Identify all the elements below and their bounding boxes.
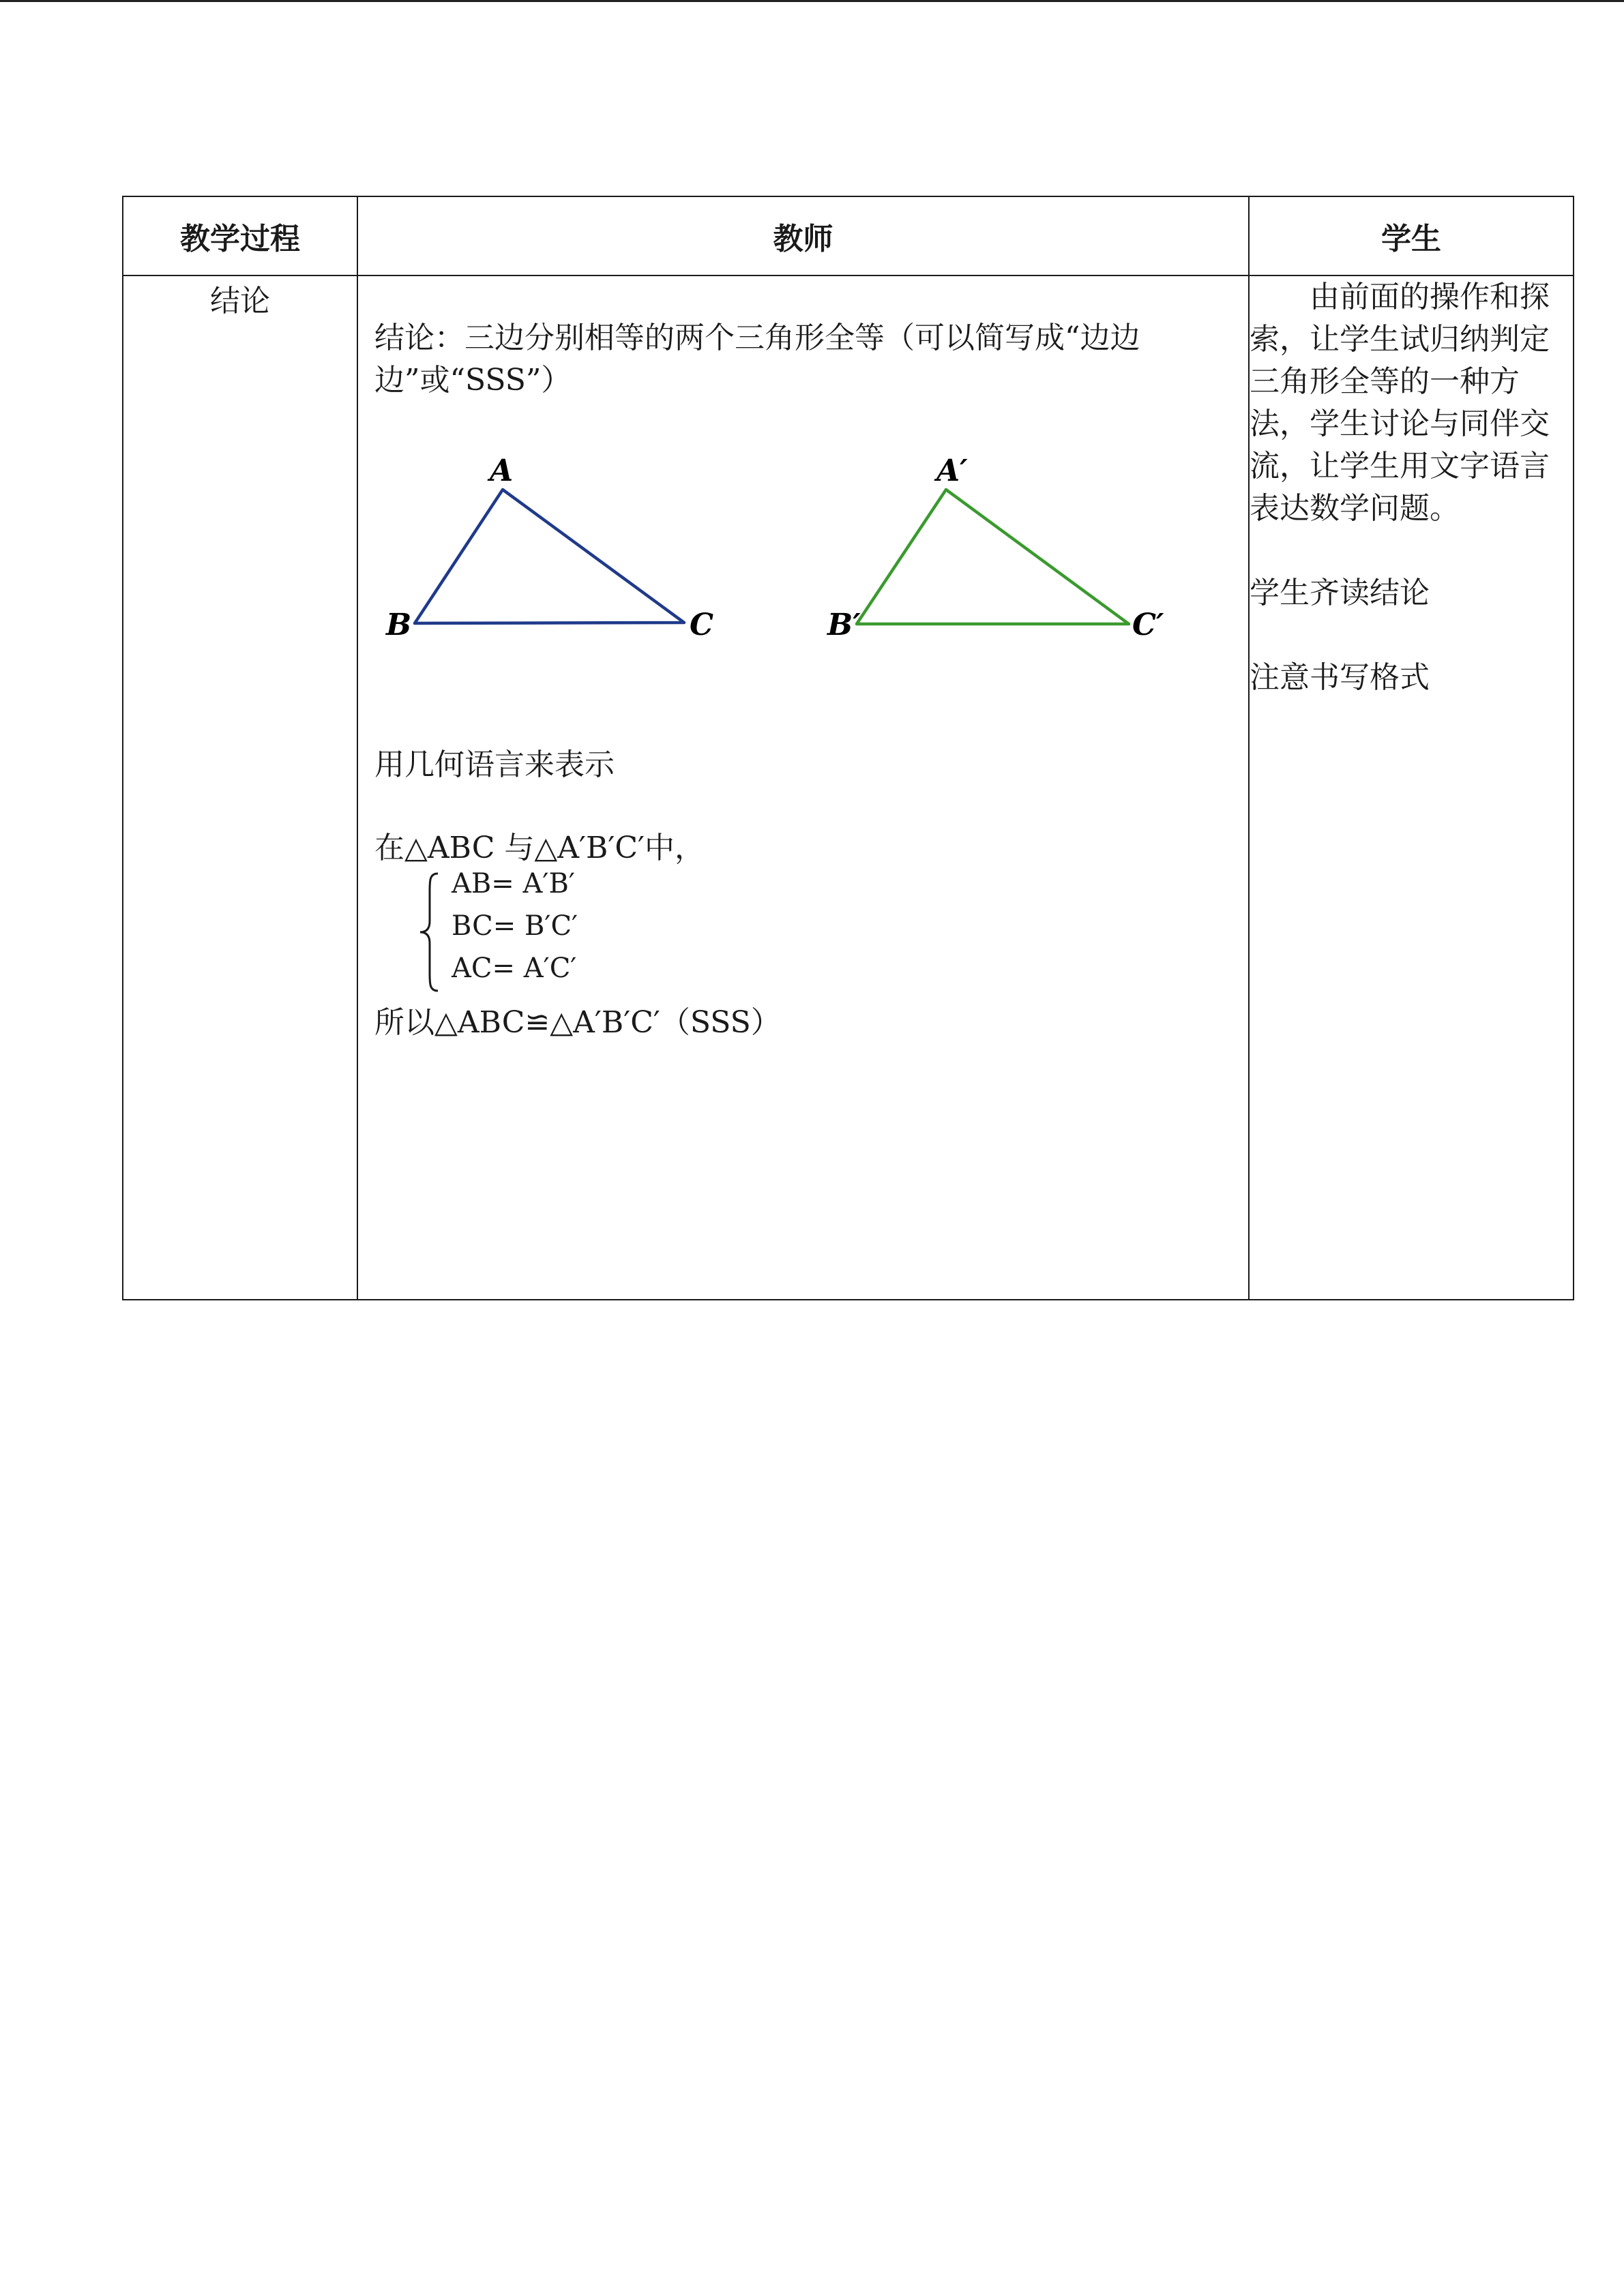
student-cell — [1249, 275, 1574, 1300]
triangle-abc-shape — [415, 490, 684, 623]
left-brace — [416, 864, 443, 1000]
equality-ab: AB= A′B′ — [452, 868, 575, 899]
vertex-label-a: A — [490, 453, 514, 488]
student-read-aloud: 学生齐读结论 — [1250, 576, 1430, 610]
lesson-plan-table — [122, 196, 1574, 1300]
header-student: 学生 — [1249, 196, 1574, 275]
congruence-conclusion: 所以△ABC≌△A′B′C′（SSS） — [374, 1005, 781, 1040]
header-teacher: 教师 — [357, 196, 1249, 275]
page-top-border — [0, 0, 1624, 2]
header-process: 教学过程 — [123, 196, 357, 275]
equality-system — [416, 864, 689, 1000]
student-format-note: 注意书写格式 — [1250, 660, 1430, 695]
given-statement: 在△ABC 与△A′B′C′中， — [374, 831, 705, 865]
vertex-label-a-prime: A′ — [936, 453, 968, 488]
equality-ac: AC= A′C′ — [452, 953, 577, 984]
process-cell: 结论 — [123, 275, 357, 1300]
table-row — [123, 275, 1574, 1300]
geometry-language-heading: 用几何语言来表示 — [374, 747, 615, 782]
triangle-prime — [826, 453, 1164, 642]
table-header-row — [123, 196, 1574, 275]
vertex-label-c-prime: C′ — [1132, 608, 1164, 642]
triangle-prime-shape — [857, 490, 1129, 624]
equality-bc: BC= B′C′ — [452, 910, 578, 942]
vertex-label-b-prime: B′ — [827, 608, 861, 642]
conclusion-text: 结论：三边分别相等的两个三角形全等（可以简写成“边边边”或“SSS”） — [374, 320, 1140, 398]
triangle-abc — [385, 453, 713, 642]
triangle-figures — [358, 440, 1250, 665]
teacher-cell — [357, 275, 1249, 1300]
vertex-label-b: B — [386, 608, 412, 642]
vertex-label-c: C — [690, 608, 714, 642]
student-explanation: 由前面的操作和探索，让学生试归纳判定三角形全等的一种方法，学生讨论与同伴交流，让学生用文字语言表达数学问题。 — [1250, 280, 1550, 526]
